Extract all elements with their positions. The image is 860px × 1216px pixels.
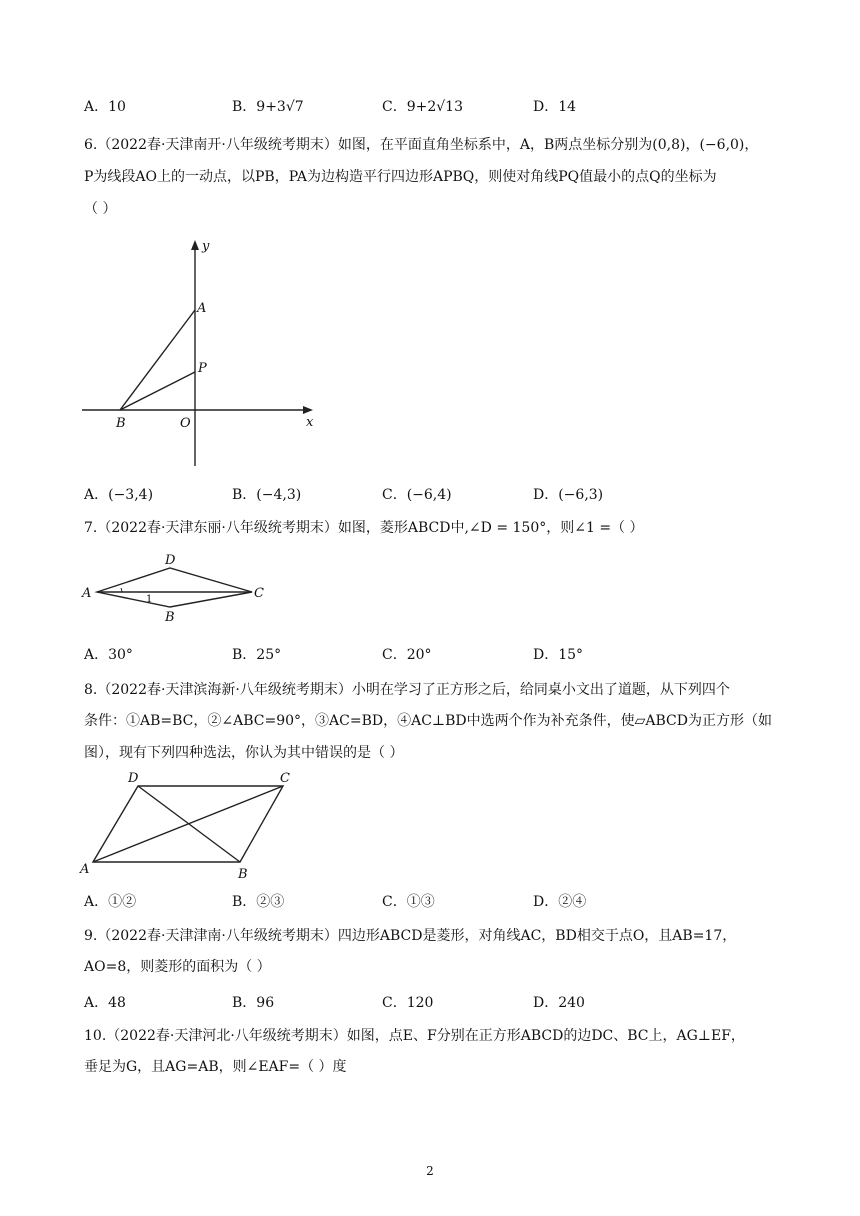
q7-label-a: A [82, 586, 92, 601]
q8-label-c: C [280, 771, 290, 786]
q7-option-b: B．25° [232, 647, 282, 663]
q6-option-a: A．(−3,4) [84, 487, 154, 503]
q6-text-line3: （ ） [84, 201, 117, 217]
q9-text-line2: AO=8，则菱形的面积为（ ） [84, 959, 271, 975]
q6-x-arrow [303, 406, 313, 414]
q6-text-line2: P为线段AO上的一动点，以PB，PA为边构造平行四边形APBQ，则使对角线PQ值最小的点Q的坐标为 [84, 169, 717, 185]
q8-text-line2: 条件：①AB=BC，②∠ABC=90°，③AC=BD，④AC⊥BD中选两个作为补充条件，使▱ABCD为正方形（如 [84, 713, 772, 729]
q8-text-line3: 图），现有下列四种选法，你认为其中错误的是（ ） [84, 745, 404, 761]
q9-option-a: A．48 [84, 995, 126, 1011]
page-number: 2 [426, 1164, 434, 1178]
q8-option-c: C．①③ [382, 894, 435, 910]
q8-option-a: A．①② [84, 894, 137, 910]
q6-y-arrow [191, 240, 199, 250]
q7-option-d: D．15° [533, 647, 584, 663]
q7-angle-1-arc [121, 588, 122, 592]
q8-label-b: B [238, 867, 248, 882]
q7-option-c: C．20° [382, 647, 432, 663]
q7-label-d: D [165, 553, 176, 568]
q6-option-b: B．(−4,3) [232, 487, 302, 503]
q7-rhombus [97, 568, 252, 607]
q6-segment-ba [120, 310, 195, 410]
q6-segment-bp [120, 372, 195, 410]
q7-text-line1: 7.（2022春·天津东丽·八年级统考期末）如图，菱形ABCD中,∠D = 150°，则∠1 =（ ） [84, 520, 644, 536]
q6-label-b: B [116, 416, 126, 431]
q9-option-d: D．240 [533, 995, 585, 1011]
q8-diagonal-ac [93, 786, 283, 862]
q10-text-line1: 10.（2022春·天津河北·八年级统考期末）如图，点E、F分别在正方形ABCD的边DC、BC上，AG⊥EF， [84, 1028, 745, 1044]
q5-option-d: D．14 [533, 99, 577, 115]
q8-diagonal-bd [138, 786, 240, 862]
q8-option-b: B．②③ [232, 894, 285, 910]
q9-text-line1: 9.（2022春·天津津南·八年级统考期末）四边形ABCD是菱形，对角线AC，BD相交于点O，且AB=17， [84, 928, 737, 944]
q5-option-c: C．9+2√13 [382, 99, 463, 115]
q6-text-line1: 6.（2022春·天津南开·八年级统考期末）如图，在平面直角坐标系中，A，B两点坐标分别为(0,8)，(−6,0)， [84, 137, 759, 153]
q6-option-d: D．(−6,3) [533, 487, 604, 503]
q7-option-a: A．30° [84, 647, 133, 663]
q6-label-x: x [306, 415, 314, 430]
q8-option-d: D．②④ [533, 894, 587, 910]
q6-option-c: C．(−6,4) [382, 487, 452, 503]
q5-option-b: B．9+3√7 [232, 99, 304, 115]
q8-text-line1: 8.（2022春·天津滨海新·八年级统考期末）小明在学习了正方形之后，给同桌小文出了道题，从下列四个 [84, 682, 730, 698]
q6-label-o: O [180, 416, 191, 431]
q6-label-y: y [202, 239, 210, 254]
q10-text-line2: 垂足为G，且AG=AB，则∠EAF=（ ）度 [84, 1059, 347, 1075]
q9-option-c: C．120 [382, 995, 434, 1011]
q7-label-1: 1 [146, 594, 153, 605]
q7-label-b: B [165, 610, 175, 625]
q8-parallelogram [93, 786, 283, 862]
q8-label-a: A [80, 862, 90, 877]
q6-label-p: P [198, 361, 207, 376]
q9-option-b: B．96 [232, 995, 275, 1011]
q7-label-c: C [254, 586, 264, 601]
q8-label-d: D [128, 771, 139, 786]
q6-label-a: A [197, 301, 207, 316]
q5-option-a: A．10 [84, 99, 126, 115]
